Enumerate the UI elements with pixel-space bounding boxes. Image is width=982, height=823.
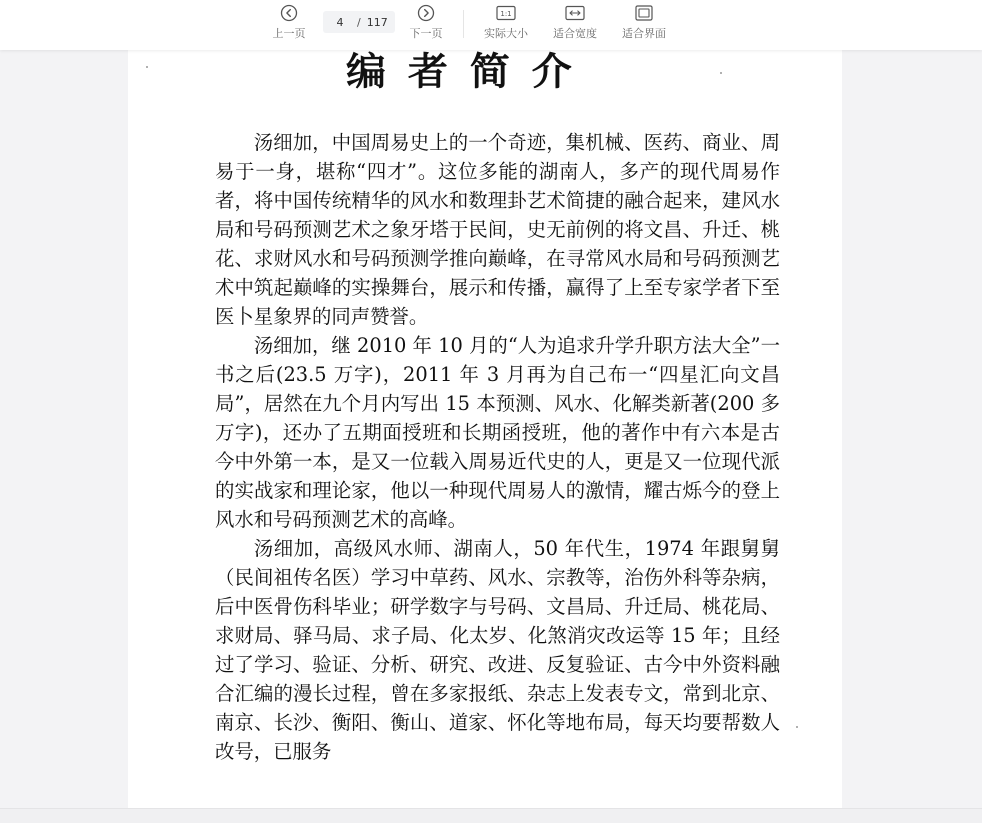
next-page-label: 下一页: [409, 27, 443, 40]
fit-width-button[interactable]: [548, 3, 602, 45]
next-page-button[interactable]: [405, 3, 447, 45]
prev-page-label: 上一页: [272, 27, 306, 40]
actual-size-label: 实际大小: [484, 27, 528, 40]
total-pages: 117: [366, 15, 388, 29]
chevron-right-circle-icon: [416, 3, 436, 23]
actual-size-icon: [496, 3, 516, 23]
scan-speck: [720, 72, 722, 74]
fit-page-button[interactable]: [617, 3, 671, 45]
scan-speck: [146, 66, 148, 68]
page-title: 编 者 简 介: [346, 50, 576, 94]
actual-size-icon-text: 1:1: [500, 10, 512, 18]
fit-page-label: 适合界面: [622, 27, 666, 40]
bottom-scroll-strip[interactable]: [0, 808, 982, 823]
fit-page-icon: [634, 3, 654, 23]
paragraph: 汤细加，继 2010 年 10 月的“人为追求升学升职方法大全”一书之后(23.5 万字)，2011 年 3 月再为自己布一“四星汇向文昌局”，居然在九个月内写出 15 本预测、风水、化解类新著(200 多万字)，还办了五期面授班和长期函授班，他的著作中有六本是古今中外第一本，是又一位载入周易近代史的人，更是又一位现代派的实战家和理论家，他以一种现代周易人的激情，耀古烁今的登上风水和号码预测艺术的高峰。: [215, 334, 780, 531]
page-indicator: [323, 11, 395, 33]
fit-width-icon: [565, 3, 585, 23]
viewer-toolbar: [0, 0, 982, 50]
toolbar-divider: [463, 10, 464, 38]
current-page-input[interactable]: [323, 16, 357, 29]
document-body: [215, 128, 780, 766]
paragraph: 汤细加，中国周易史上的一个奇迹，集机械、医药、商业、周易于一身，堪称“四才”。这位多能的湖南人，多产的现代周易作者，将中国传统精华的风水和数理卦艺术简捷的融合起来，建风水局和号码预测艺术之象牙塔于民间，史无前例的将文昌、升迁、桃花、求财风水和号码预测学推向巅峰，在寻常风水局和号码预测艺术中筑起巅峰的实操舞台，展示和传播，赢得了上至专家学者下至医卜星象界的同声赞誉。: [215, 131, 780, 328]
chevron-left-circle-icon: [279, 3, 299, 23]
prev-page-button[interactable]: [268, 3, 310, 45]
document-viewport[interactable]: [0, 50, 982, 822]
actual-size-button[interactable]: [479, 3, 533, 45]
fit-width-label: 适合宽度: [553, 27, 597, 40]
page-separator: /: [357, 15, 361, 29]
paragraph: 汤细加，高级风水师、湖南人，50 年代生，1974 年跟舅舅（民间祖传名医）学习中草药、风水、宗教等，治伤外科等杂病，后中医骨伤科毕业；研学数字与号码、文昌局、升迁局、桃花局、求财局、驿马局、求子局、化太岁、化煞消灾改运等 15 年；且经过了学习、验证、分析、研究、改进、反复验证、古今中外资料融合汇编的漫长过程，曾在多家报纸、杂志上发表专文，常到北京、南京、长沙、衡阳、衡山、道家、怀化等地布局，每天均要帮数人改号，已服务: [215, 537, 780, 763]
scan-speck: [796, 726, 798, 728]
